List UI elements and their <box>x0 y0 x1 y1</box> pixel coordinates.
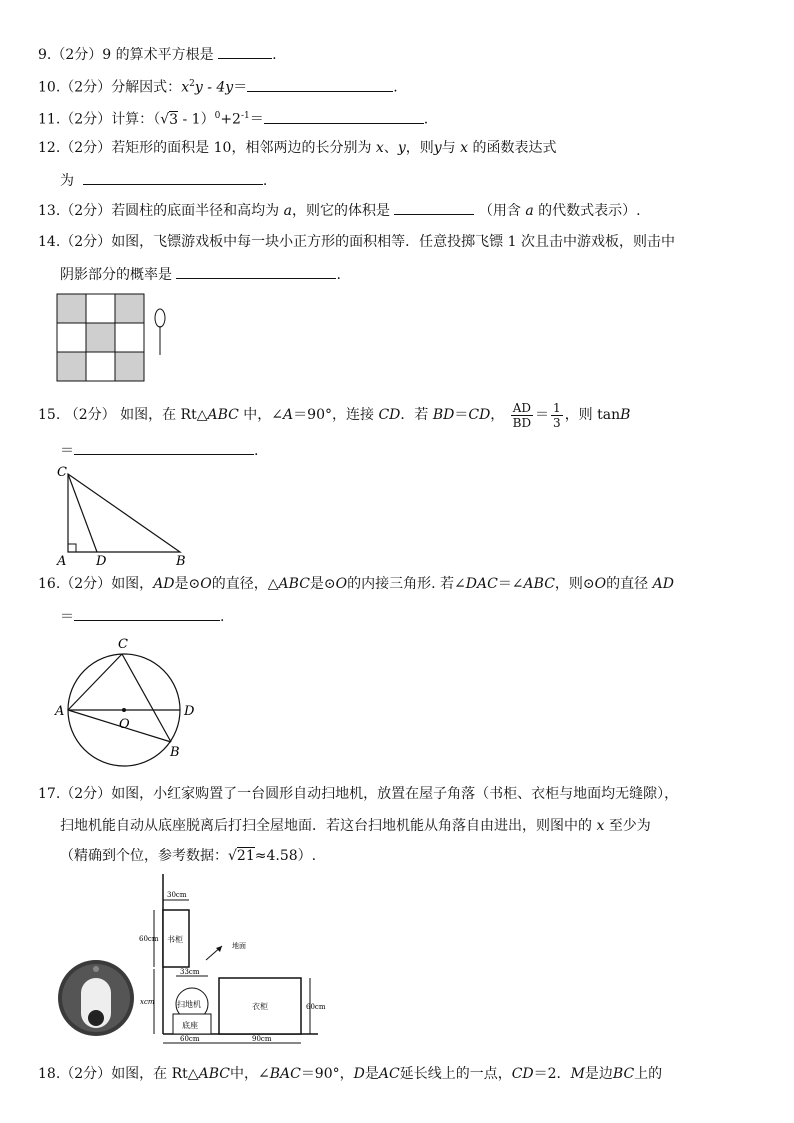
question-9: 9.（2分）9 的算术平方根是 . <box>38 44 277 65</box>
question-15-line2: ＝ . <box>60 440 258 461</box>
fraction-one-third: $\frac{1}{3}$ <box>553 400 561 430</box>
label-c: C <box>57 465 67 480</box>
robot-vacuum-icon <box>58 960 134 1036</box>
dim-60-bottom-label: 60cm <box>180 1035 200 1043</box>
right-angle-mark <box>68 544 76 552</box>
label-c: C <box>118 637 128 652</box>
question-14-line2: 阴影部分的概率是 . <box>60 264 341 285</box>
wardrobe-label: 衣柜 <box>252 1002 268 1011</box>
answer-blank[interactable] <box>176 264 336 279</box>
question-17: 17.（2分）如图，小红家购置了一台圆形自动扫地机，放置在屋子角落（书柜、衣柜与地面均无缝隙）， <box>38 786 679 802</box>
segment-cd <box>68 474 97 552</box>
question-17-line2: 扫地机能自动从底座脱离后打扫全屋地面．若这台扫地机能从角落自由进出，则图中的 x 至少为 <box>60 818 651 834</box>
floor-label: 地面 <box>232 942 246 950</box>
answer-blank[interactable] <box>394 200 474 215</box>
circle-figure-16 <box>52 634 202 768</box>
label-o: O <box>119 717 130 732</box>
question-16: 16.（2分）如图，AD是⊙O的直径，△ABC是⊙O的内接三角形. 若∠DAC＝∠ABC，则⊙O的直径 AD <box>38 576 674 592</box>
fraction-ad-bd: $\frac{AD}{BD}$ <box>512 400 532 430</box>
question-14: 14.（2分）如图，飞镖游戏板中每一块小正方形的面积相等．任意投掷飞镖 1 次且击中游戏板，则击中 <box>38 234 675 250</box>
bookcase-label: 书柜 <box>167 935 183 944</box>
label-b: B <box>176 554 186 569</box>
triangle-abc <box>68 474 180 552</box>
dim-30-label: 30cm <box>167 891 187 899</box>
dim-33-label: 33cm <box>180 968 200 976</box>
question-10: 10.（2分）分解因式：$x^2y - 4y=$ . <box>38 74 398 98</box>
answer-blank[interactable] <box>218 44 272 59</box>
dart-icon <box>155 309 165 355</box>
question-15: 15. （2分） 如图，在 Rt△ABC 中，∠A＝90°，连接 CD．若 BD＝CD， $\frac{AD}{BD}$ ＝ $\frac{1}{3}$ ，则 tanB <box>38 400 631 430</box>
dim-60b-label: 60cm <box>306 1003 326 1011</box>
question-17-line3: （精确到个位，参考数据：√21≈4.58）. <box>60 848 317 864</box>
question-16-line2: ＝ . <box>60 606 224 627</box>
label-a: A <box>57 554 67 569</box>
question-18: 18.（2分）如图，在 Rt△ABC中，∠BAC＝90°，D是AC延长线上的一点，CD＝2．M是边BC上的 <box>38 1066 663 1082</box>
answer-blank[interactable] <box>264 109 424 124</box>
question-12: 12.（2分）若矩形的面积是 10，相邻两边的长分别为 x、y，则y与 x 的函数表达式 <box>38 140 557 156</box>
dart-board <box>57 294 144 381</box>
dim-x-label: xcm <box>140 998 155 1006</box>
label-b: B <box>170 745 180 760</box>
label-a: A <box>55 704 65 719</box>
answer-blank[interactable] <box>247 77 393 92</box>
question-12-line2: 为 . <box>60 170 267 191</box>
question-11: 11.（2分）计算：$(√3 - 1)^0+2^{-1}=$ . <box>38 106 428 130</box>
room-diagram-17 <box>56 872 336 1052</box>
question-13: 13.（2分）若圆柱的底面半径和高均为 a，则它的体积是 （用含 a 的代数式表示）. <box>38 200 641 221</box>
answer-blank[interactable] <box>83 170 263 185</box>
dim-90-label: 90cm <box>252 1035 272 1043</box>
base-label: 底座 <box>182 1021 198 1030</box>
answer-blank[interactable] <box>74 440 254 455</box>
label-d: D <box>96 554 107 569</box>
robot-label: 扫地机 <box>177 1000 201 1009</box>
label-d: D <box>184 704 195 719</box>
dart-board-figure <box>56 293 176 385</box>
answer-blank[interactable] <box>74 606 220 621</box>
center-point <box>122 708 126 712</box>
dim-60a-label: 60cm <box>139 935 159 943</box>
triangle-figure-15 <box>52 462 202 570</box>
